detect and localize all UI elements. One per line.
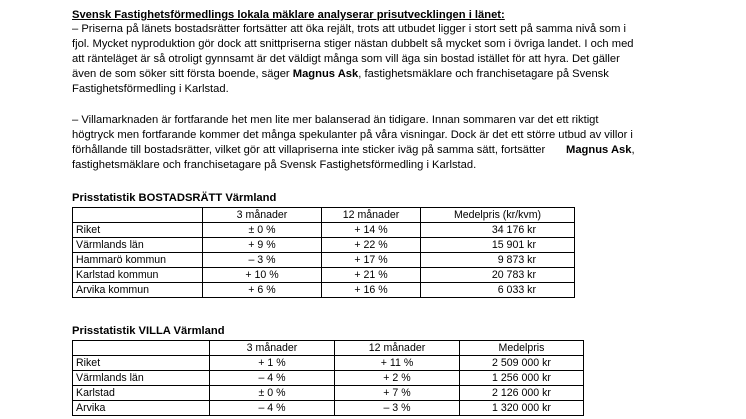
cell-average-price: 2 509 000 kr — [460, 356, 584, 371]
cell-12-months: + 11 % — [335, 356, 460, 371]
row-label: Arvika kommun — [73, 283, 203, 298]
table-row — [73, 268, 575, 283]
cell-average-price: 9 873 kr — [421, 253, 575, 268]
paragraph-1-line-4 — [72, 67, 609, 81]
table-row — [73, 371, 584, 386]
paragraph-1-line-2: fjol. Mycket nyproduktion gör dock att snittpriserna stiger nästan dubbelt så mycket som i övriga landet. I och med — [72, 38, 634, 50]
table-header-row — [73, 341, 584, 356]
row-label: Riket — [73, 356, 210, 371]
table-villa — [72, 340, 584, 416]
cell-3-months: + 6 % — [203, 283, 322, 298]
header-average-price: Medelpris (kr/kvm) — [421, 208, 575, 223]
paragraph-2-line-3: förhållande till bostadsrätter, vilket gör att villapriserna inte sticker iväg på samma sätt, fortsätter — [72, 144, 546, 156]
table-row — [73, 223, 575, 238]
cell-12-months: + 7 % — [335, 386, 460, 401]
cell-12-months: + 16 % — [322, 283, 421, 298]
cell-3-months: + 9 % — [203, 238, 322, 253]
table-row — [73, 401, 584, 416]
cell-12-months: + 2 % — [335, 371, 460, 386]
header-average-price: Medelpris — [460, 341, 584, 356]
cell-3-months: ± 0 % — [210, 386, 335, 401]
row-label: Riket — [73, 223, 203, 238]
header-12-months: 12 månader — [335, 341, 460, 356]
header-3-months: 3 månader — [203, 208, 322, 223]
cell-12-months: + 17 % — [322, 253, 421, 268]
cell-12-months: + 14 % — [322, 223, 421, 238]
cell-3-months: – 4 % — [210, 371, 335, 386]
header-12-months: 12 månader — [322, 208, 421, 223]
table-row — [73, 238, 575, 253]
paragraph-1-text: , fastighetsmäklare och franchisetagare på Svensk — [358, 68, 609, 80]
row-label: Karlstad — [73, 386, 210, 401]
cell-3-months: – 3 % — [203, 253, 322, 268]
paragraph-2-line-2: högtryck men fortfarande kommer det många spekulanter på våra visningar. Dock är det ett större utbud av villor i — [72, 129, 633, 141]
cell-3-months: ± 0 % — [203, 223, 322, 238]
cell-average-price: 2 126 000 kr — [460, 386, 584, 401]
article-heading: Svensk Fastighetsförmedlings lokala mäklare analyserar prisutvecklingen i länet: — [72, 9, 505, 21]
cell-average-price: 1 256 000 kr — [460, 371, 584, 386]
cell-12-months: – 3 % — [335, 401, 460, 416]
row-label: Hammarö kommun — [73, 253, 203, 268]
header-empty — [73, 341, 210, 356]
comma: , — [631, 144, 635, 156]
paragraph-1-line-5: Fastighetsförmedling i Karlstad. — [72, 83, 229, 95]
paragraph-2-line-4: fastighetsmäklare och franchisetagare på Svensk Fastighetsförmedling i Karlstad. — [72, 159, 477, 171]
table-header-row — [73, 208, 575, 223]
cell-3-months: – 4 % — [210, 401, 335, 416]
header-3-months: 3 månader — [210, 341, 335, 356]
cell-12-months: + 22 % — [322, 238, 421, 253]
cell-3-months: + 1 % — [210, 356, 335, 371]
cell-12-months: + 21 % — [322, 268, 421, 283]
table-villa-caption: Prisstatistik VILLA Värmland — [72, 325, 225, 337]
row-label: Karlstad kommun — [73, 268, 203, 283]
table-bostadsratt — [72, 207, 575, 298]
person-name: Magnus Ask — [292, 68, 359, 80]
table-row — [73, 283, 575, 298]
cell-average-price: 34 176 kr — [421, 223, 575, 238]
row-label: Värmlands län — [73, 371, 210, 386]
header-empty — [73, 208, 203, 223]
cell-average-price: 6 033 kr — [421, 283, 575, 298]
row-label: Arvika — [73, 401, 210, 416]
paragraph-2-name — [566, 143, 635, 157]
table-row — [73, 386, 584, 401]
paragraph-1-text: även de som söker sitt första boende, säger — [72, 68, 290, 80]
table-row — [73, 253, 575, 268]
cell-average-price: 20 783 kr — [421, 268, 575, 283]
paragraph-1-line-1: – Priserna på länets bostadsrätter fortsätter att öka rejält, trots att utbudet ligger i stort sett på samma nivå som i — [72, 23, 627, 35]
person-name: Magnus Ask — [566, 144, 632, 156]
cell-average-price: 1 320 000 kr — [460, 401, 584, 416]
paragraph-2-line-1: – Villamarknaden är fortfarande het men lite mer balanserad än tidigare. Innan sommaren var det ett riktigt — [72, 114, 599, 126]
row-label: Värmlands län — [73, 238, 203, 253]
cell-3-months: + 10 % — [203, 268, 322, 283]
table-bostadsratt-caption: Prisstatistik BOSTADSRÄTT Värmland — [72, 192, 277, 204]
table-row — [73, 356, 584, 371]
paragraph-1-line-3: att ränteläget är så otroligt gynnsamt är det väldigt många som vill äga sin bostad istället för att hyra. Det gäller — [72, 53, 620, 65]
cell-average-price: 15 901 kr — [421, 238, 575, 253]
